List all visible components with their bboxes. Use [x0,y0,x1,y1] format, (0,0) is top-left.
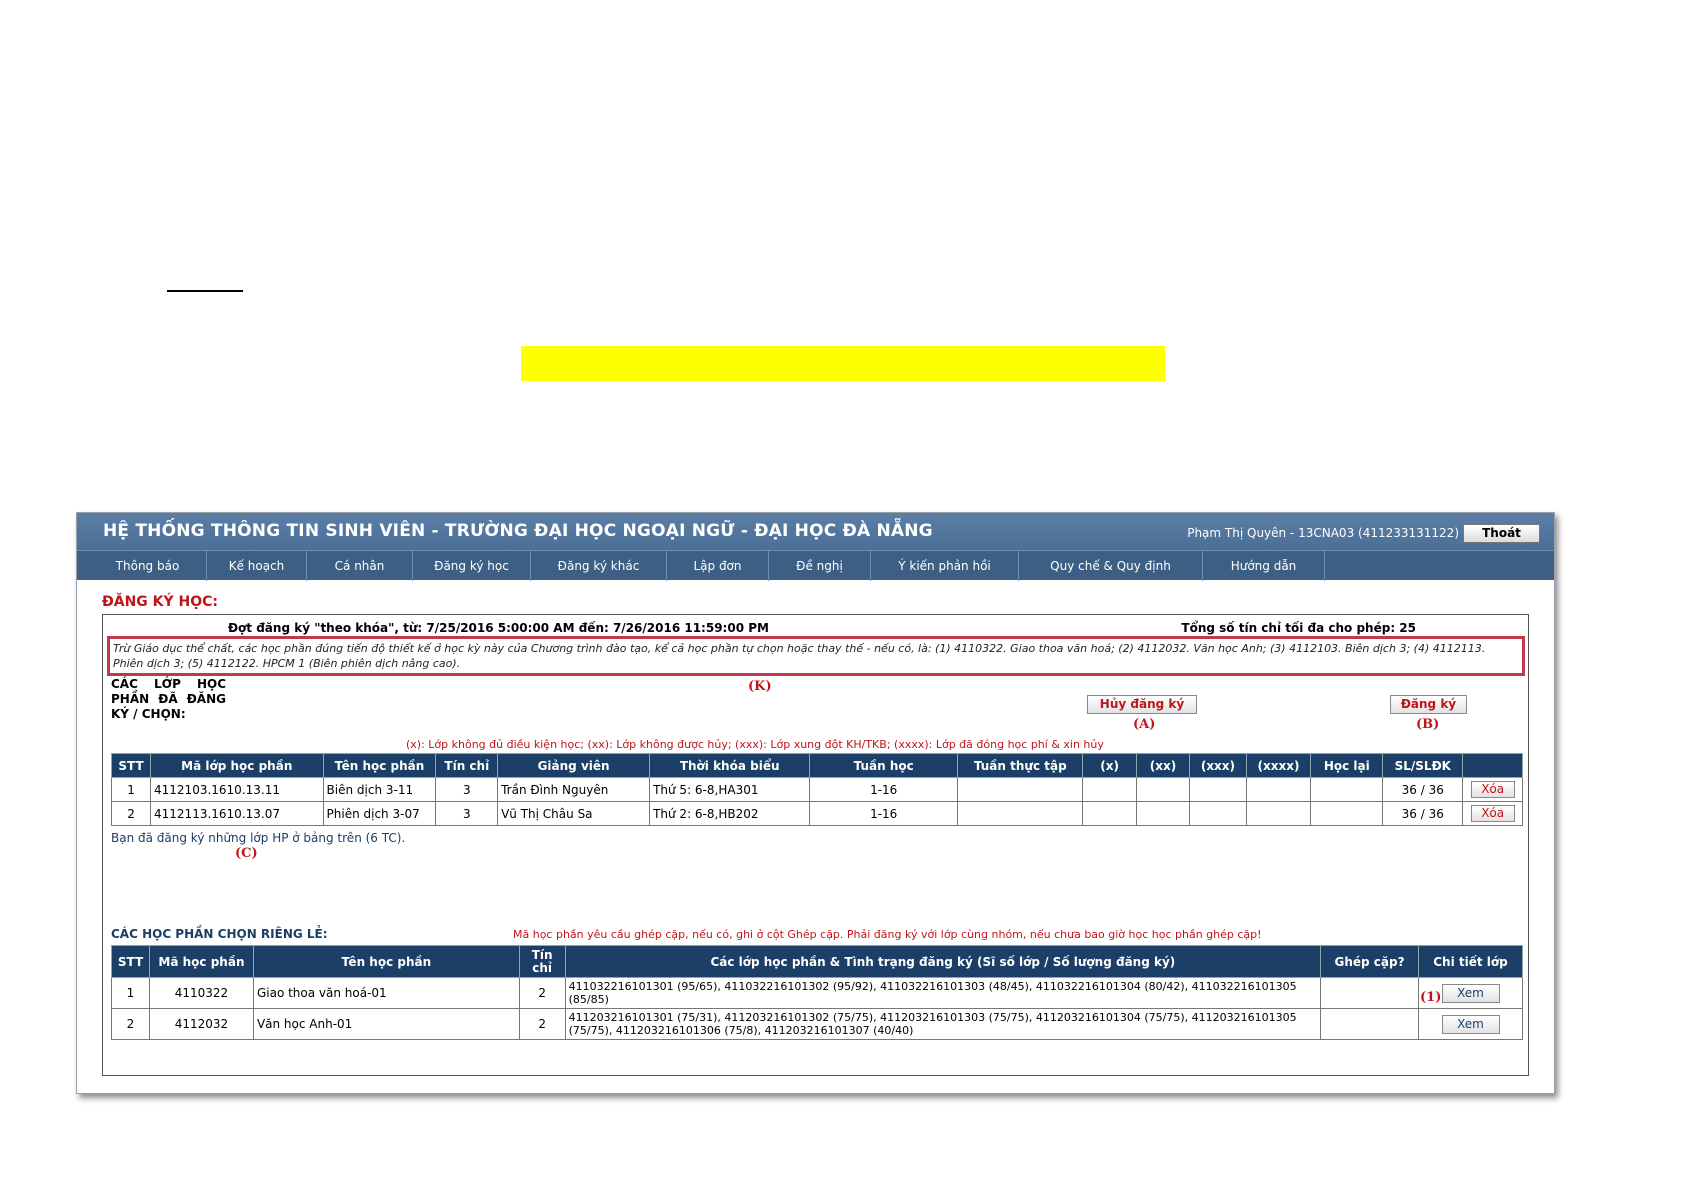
table-header-row [112,754,1523,778]
cell-course-code: 4112032 [149,1009,253,1040]
cell-stt: 2 [112,1009,150,1040]
app-header [77,513,1554,550]
cell-class-list: 411032216101301 (95/65), 411032216101302 (95/92), 411032216101303 (48/45), 411032216101304 (80/42), 411032216101305 (85/85) [565,978,1320,1009]
nav-item-lap-don[interactable]: Lập đơn [667,551,769,581]
col-header: Mã học phần [149,946,253,978]
cell-course-name: Phiên dịch 3-07 [323,802,436,826]
app-screenshot [76,512,1555,1094]
cell-internship [958,778,1083,802]
curriculum-notice: Trừ Giáo dục thể chất, các học phần đúng tiến độ thiết kế ở học kỳ này của Chương trình đào tạo, kể cả học phần tự chọn hoặc thay thế - nếu có, là: (1) 4110322. Giao thoa văn hoá; (2) 4112032. Văn học Anh; (3) 4112103. Biên dịch 3; (4) 4112113. Phiên dịch 3; (5) 4112122. HPCM 1 (Biên phiên dịch nâng cao). [107,636,1525,676]
cell-xxx [1190,802,1246,826]
table-row [112,778,1523,802]
cell-x [1083,802,1136,826]
cancel-registration-button[interactable]: Hủy đăng ký [1087,695,1197,714]
cell-credits: 3 [436,802,498,826]
cell-stt: 1 [112,978,150,1009]
cell-class-list: 411203216101301 (75/31), 411203216101302 (75/75), 411203216101303 (75/75), 411203216101304 (75/75), 411203216101305 (75/75), 411203216101306 (75/8), 411203216101307 (40/40) [565,1009,1320,1040]
nav-item-huong-dan[interactable]: Hướng dẫn [1203,551,1325,581]
cell-detail [1419,1009,1523,1040]
register-button[interactable]: Đăng ký [1390,695,1467,714]
col-header: Tuần thực tập [958,754,1083,778]
cell-lecturer: Trần Đình Nguyên [498,778,650,802]
cell-course-name: Biên dịch 3-11 [323,778,436,802]
nav-item-dang-ky-khac[interactable]: Đăng ký khác [531,551,667,581]
col-header: (xx) [1136,754,1189,778]
col-header: Giảng viên [498,754,650,778]
col-header: Học lại [1311,754,1383,778]
nav-item-ke-hoach[interactable]: Kế hoạch [207,551,307,581]
cell-course-name: Văn học Anh-01 [253,1009,519,1040]
cell-quantity: 36 / 36 [1383,802,1463,826]
nav-item-y-kien[interactable]: Ý kiến phản hồi [871,551,1019,581]
cell-pairing [1321,978,1419,1009]
cell-retake [1311,778,1383,802]
col-header: Tín chỉ [436,754,498,778]
nav-item-thong-bao[interactable]: Thông báo [89,551,207,581]
marker-a: (A) [1133,717,1156,732]
view-button[interactable]: Xem [1442,984,1500,1003]
registration-summary: Bạn đã đăng ký những lớp HP ở bảng trên (6 TC). [111,831,406,845]
cell-credits: 2 [519,1009,565,1040]
nav-item-ca-nhan[interactable]: Cá nhân [307,551,413,581]
cell-class-code: 4112113.1610.13.07 [151,802,324,826]
app-title: HỆ THỐNG THÔNG TIN SINH VIÊN - TRƯỜNG ĐẠI HỌC NGOẠI NGỮ - ĐẠI HỌC ĐÀ NẴNG [103,521,933,541]
document-underline [167,290,243,292]
col-header: (xxxx) [1246,754,1311,778]
status-legend: (x): Lớp không đủ điều kiện học; (xx): Lớp không được hủy; (xxx): Lớp xung đột KH/TKB; (xxxx): Lớp đã đóng học phí & xin hủy [406,738,1104,751]
registration-panel [102,614,1529,1076]
cell-pairing [1321,1009,1419,1040]
cell-schedule: Thứ 5: 6-8,HA301 [650,778,810,802]
cell-xxxx [1246,802,1311,826]
delete-button[interactable]: Xóa [1471,805,1515,822]
registered-classes-table [111,753,1523,826]
cell-course-name: Giao thoa văn hoá-01 [253,978,519,1009]
col-header: STT [112,754,151,778]
cell-weeks: 1-16 [810,778,958,802]
registered-section-label: CÁC LỚP HỌC PHẦN ĐÃ ĐĂNG KÝ / CHỌN: [111,677,226,721]
col-header: Các lớp học phần & Tình trạng đăng ký (Sĩ số lớp / Số lượng đăng ký) [565,946,1320,978]
marker-b: (B) [1416,717,1440,732]
col-header: (xxx) [1190,754,1246,778]
cell-action [1463,778,1523,802]
marker-1: (1) [1420,990,1442,1005]
cell-stt: 2 [112,802,151,826]
col-header: Tên học phần [323,754,436,778]
highlight-bar [521,346,1165,381]
col-header: Tín chỉ [519,946,565,978]
table-row [112,1009,1523,1040]
col-header: Thời khóa biểu [650,754,810,778]
col-header: Tên học phần [253,946,519,978]
table-header-row [112,946,1523,978]
table-row [112,978,1523,1009]
nav-item-de-nghi[interactable]: Đề nghị [769,551,871,581]
col-header: SL/SLĐK [1383,754,1463,778]
page-title: ĐĂNG KÝ HỌC: [102,594,218,610]
cell-schedule: Thứ 2: 6-8,HB202 [650,802,810,826]
pairing-note: Mã học phần yêu cầu ghép cặp, nếu có, ghi ở cột Ghép cặp. Phải đăng ký với lớp cùng nhóm, nếu chưa bao giờ học học phần ghép cặp! [513,928,1262,941]
cell-weeks: 1-16 [810,802,958,826]
cell-xx [1136,802,1189,826]
cell-stt: 1 [112,778,151,802]
logout-button[interactable]: Thoát [1463,524,1540,543]
col-header: (x) [1083,754,1136,778]
col-header: Mã lớp học phần [151,754,324,778]
marker-k: (K) [748,679,772,694]
cell-credits: 2 [519,978,565,1009]
marker-c: (C) [235,846,258,861]
main-content [77,580,1554,1093]
cell-quantity: 36 / 36 [1383,778,1463,802]
cell-course-code: 4110322 [149,978,253,1009]
cell-lecturer: Vũ Thị Châu Sa [498,802,650,826]
nav-item-quy-che[interactable]: Quy chế & Quy định [1019,551,1203,581]
cell-xx [1136,778,1189,802]
col-header: STT [112,946,150,978]
user-info: Phạm Thị Quyên - 13CNA03 (411233131122) [1187,526,1459,540]
page-bottom-edge [0,1186,1685,1192]
elective-section-label: CÁC HỌC PHẦN CHỌN RIÊNG LẺ: [111,927,328,941]
delete-button[interactable]: Xóa [1471,781,1515,798]
col-header: Tuần học [810,754,958,778]
col-header-action [1463,754,1523,778]
cell-x [1083,778,1136,802]
main-nav [77,550,1554,580]
nav-item-dang-ky-hoc[interactable]: Đăng ký học [413,551,531,581]
registration-round: Đợt đăng ký "theo khóa", từ: 7/25/2016 5:00:00 AM đến: 7/26/2016 11:59:00 PM [228,621,769,635]
cell-credits: 3 [436,778,498,802]
table-row [112,802,1523,826]
cell-action [1463,802,1523,826]
cell-retake [1311,802,1383,826]
view-button[interactable]: Xem [1442,1015,1500,1034]
cell-xxxx [1246,778,1311,802]
col-header: Ghép cặp? [1321,946,1419,978]
cell-class-code: 4112103.1610.13.11 [151,778,324,802]
col-header: Chi tiết lớp [1419,946,1523,978]
elective-courses-table [111,945,1523,1040]
cell-internship [958,802,1083,826]
cell-xxx [1190,778,1246,802]
max-credits: Tổng số tín chỉ tối đa cho phép: 25 [1181,621,1416,635]
